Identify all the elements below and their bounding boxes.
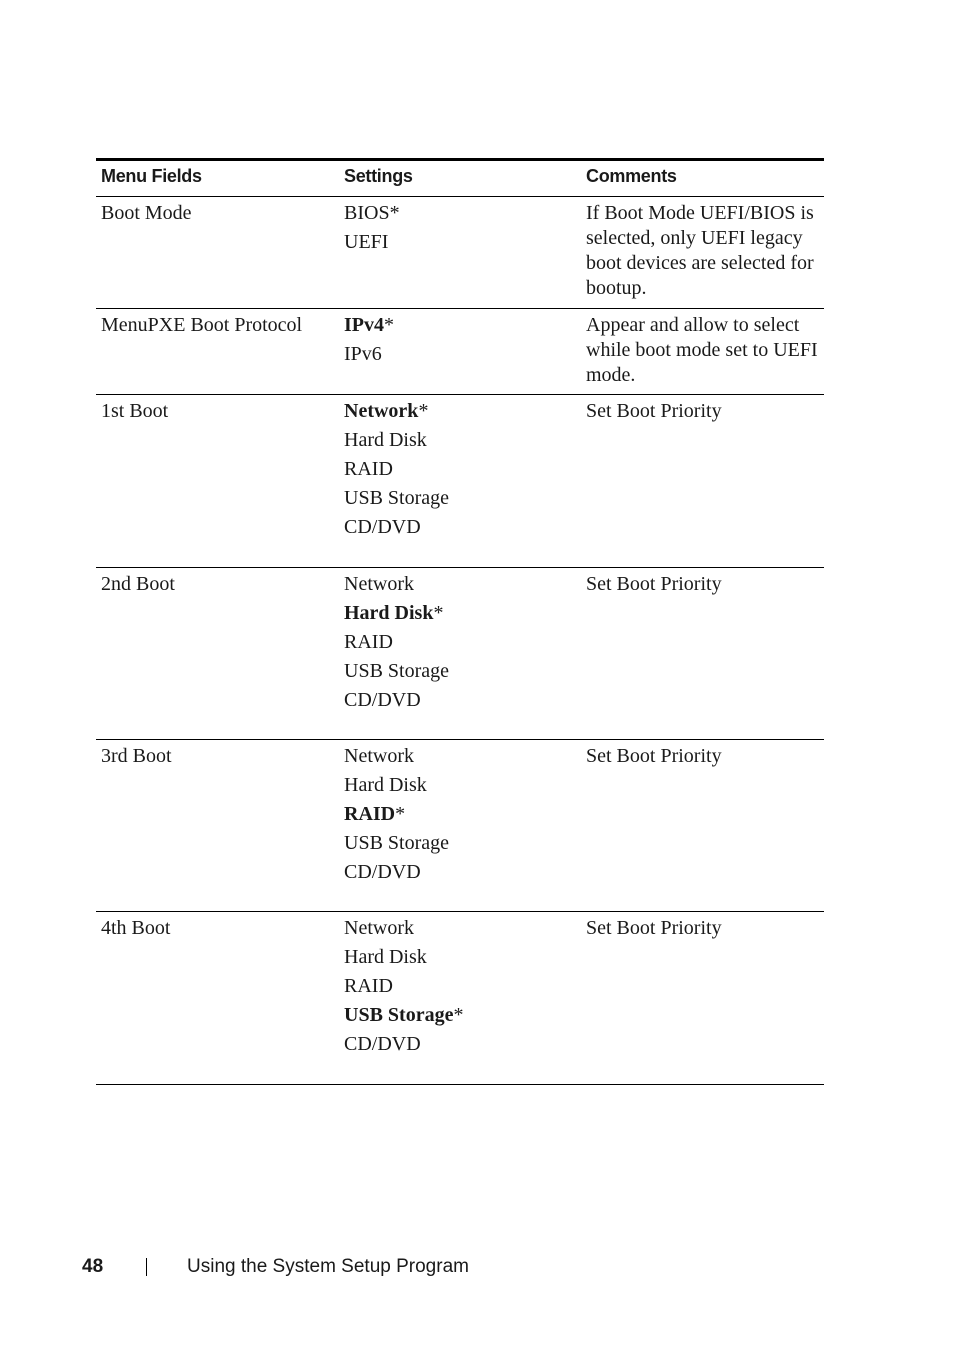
setting-name: BIOS [344,202,390,224]
table-row [96,568,824,740]
comment: Set Boot Priority [586,917,722,939]
header-comments: Comments [586,166,677,186]
setting-name: CD/DVD [344,689,421,711]
setting-name: USB Storage [344,1004,454,1026]
setting-option [344,1027,581,1061]
menu-field: 1st Boot [101,400,169,422]
setting-name: CD/DVD [344,516,421,538]
menu-field: 3rd Boot [101,745,172,767]
page-footer [82,1256,469,1278]
default-marker: * [418,400,429,422]
header-settings: Settings [344,166,413,186]
table-row [96,912,824,1085]
footer-title: Using the System Setup Program [187,1256,469,1277]
table-row [96,395,824,568]
setting-name: IPv4 [344,314,384,336]
setting-name: CD/DVD [344,861,421,883]
setting-name: CD/DVD [344,1033,421,1055]
settings-list [339,568,581,739]
default-marker: * [389,202,400,224]
setting-name: Network [344,917,414,939]
settings-list [339,197,581,308]
comment: Set Boot Priority [586,745,722,767]
table-row [96,197,824,309]
menu-field: Boot Mode [101,202,192,224]
setting-name: Network [344,745,414,767]
setting-option [344,337,581,371]
setting-name: RAID [344,975,393,997]
setting-name: Hard Disk [344,429,427,451]
table-row [96,740,824,912]
setting-name: Hard Disk [344,946,427,968]
setting-name: Hard Disk [344,774,427,796]
setting-name: Network [344,573,414,595]
menu-field: MenuPXE Boot Protocol [101,314,303,336]
comment: If Boot Mode UEFI/BIOS is selected, only UEFI legacy boot devices are selected for bootup. [586,202,814,299]
page-number: 48 [82,1256,104,1277]
default-marker: * [453,1004,464,1026]
setting-name: UEFI [344,231,389,253]
setting-name: RAID [344,803,396,825]
setting-name: USB Storage [344,832,449,854]
setting-option [344,225,581,259]
setting-name: Network [344,400,419,422]
settings-list [339,912,581,1084]
table-header [96,161,824,197]
setting-name: Hard Disk [344,602,434,624]
setting-name: IPv6 [344,343,382,365]
setting-name: USB Storage [344,660,449,682]
settings-list [339,395,581,567]
setting-option [344,683,581,717]
table-body [96,197,824,1085]
default-marker: * [395,803,406,825]
settings-list [339,309,581,394]
setting-name: RAID [344,458,393,480]
header-menu-fields: Menu Fields [101,166,202,186]
default-marker: * [384,314,394,336]
comment: Set Boot Priority [586,400,722,422]
comment: Set Boot Priority [586,573,722,595]
comment: Appear and allow to select while boot mode set to UEFI mode. [586,314,818,386]
settings-list [339,740,581,911]
setting-name: USB Storage [344,487,449,509]
setting-option [344,510,581,544]
setting-option [344,855,581,889]
menu-field: 4th Boot [101,917,171,939]
menu-field: 2nd Boot [101,573,175,595]
default-marker: * [433,602,444,624]
table-row [96,309,824,395]
footer-separator [146,1258,147,1276]
setting-name: RAID [344,631,393,653]
settings-table [96,158,824,1085]
